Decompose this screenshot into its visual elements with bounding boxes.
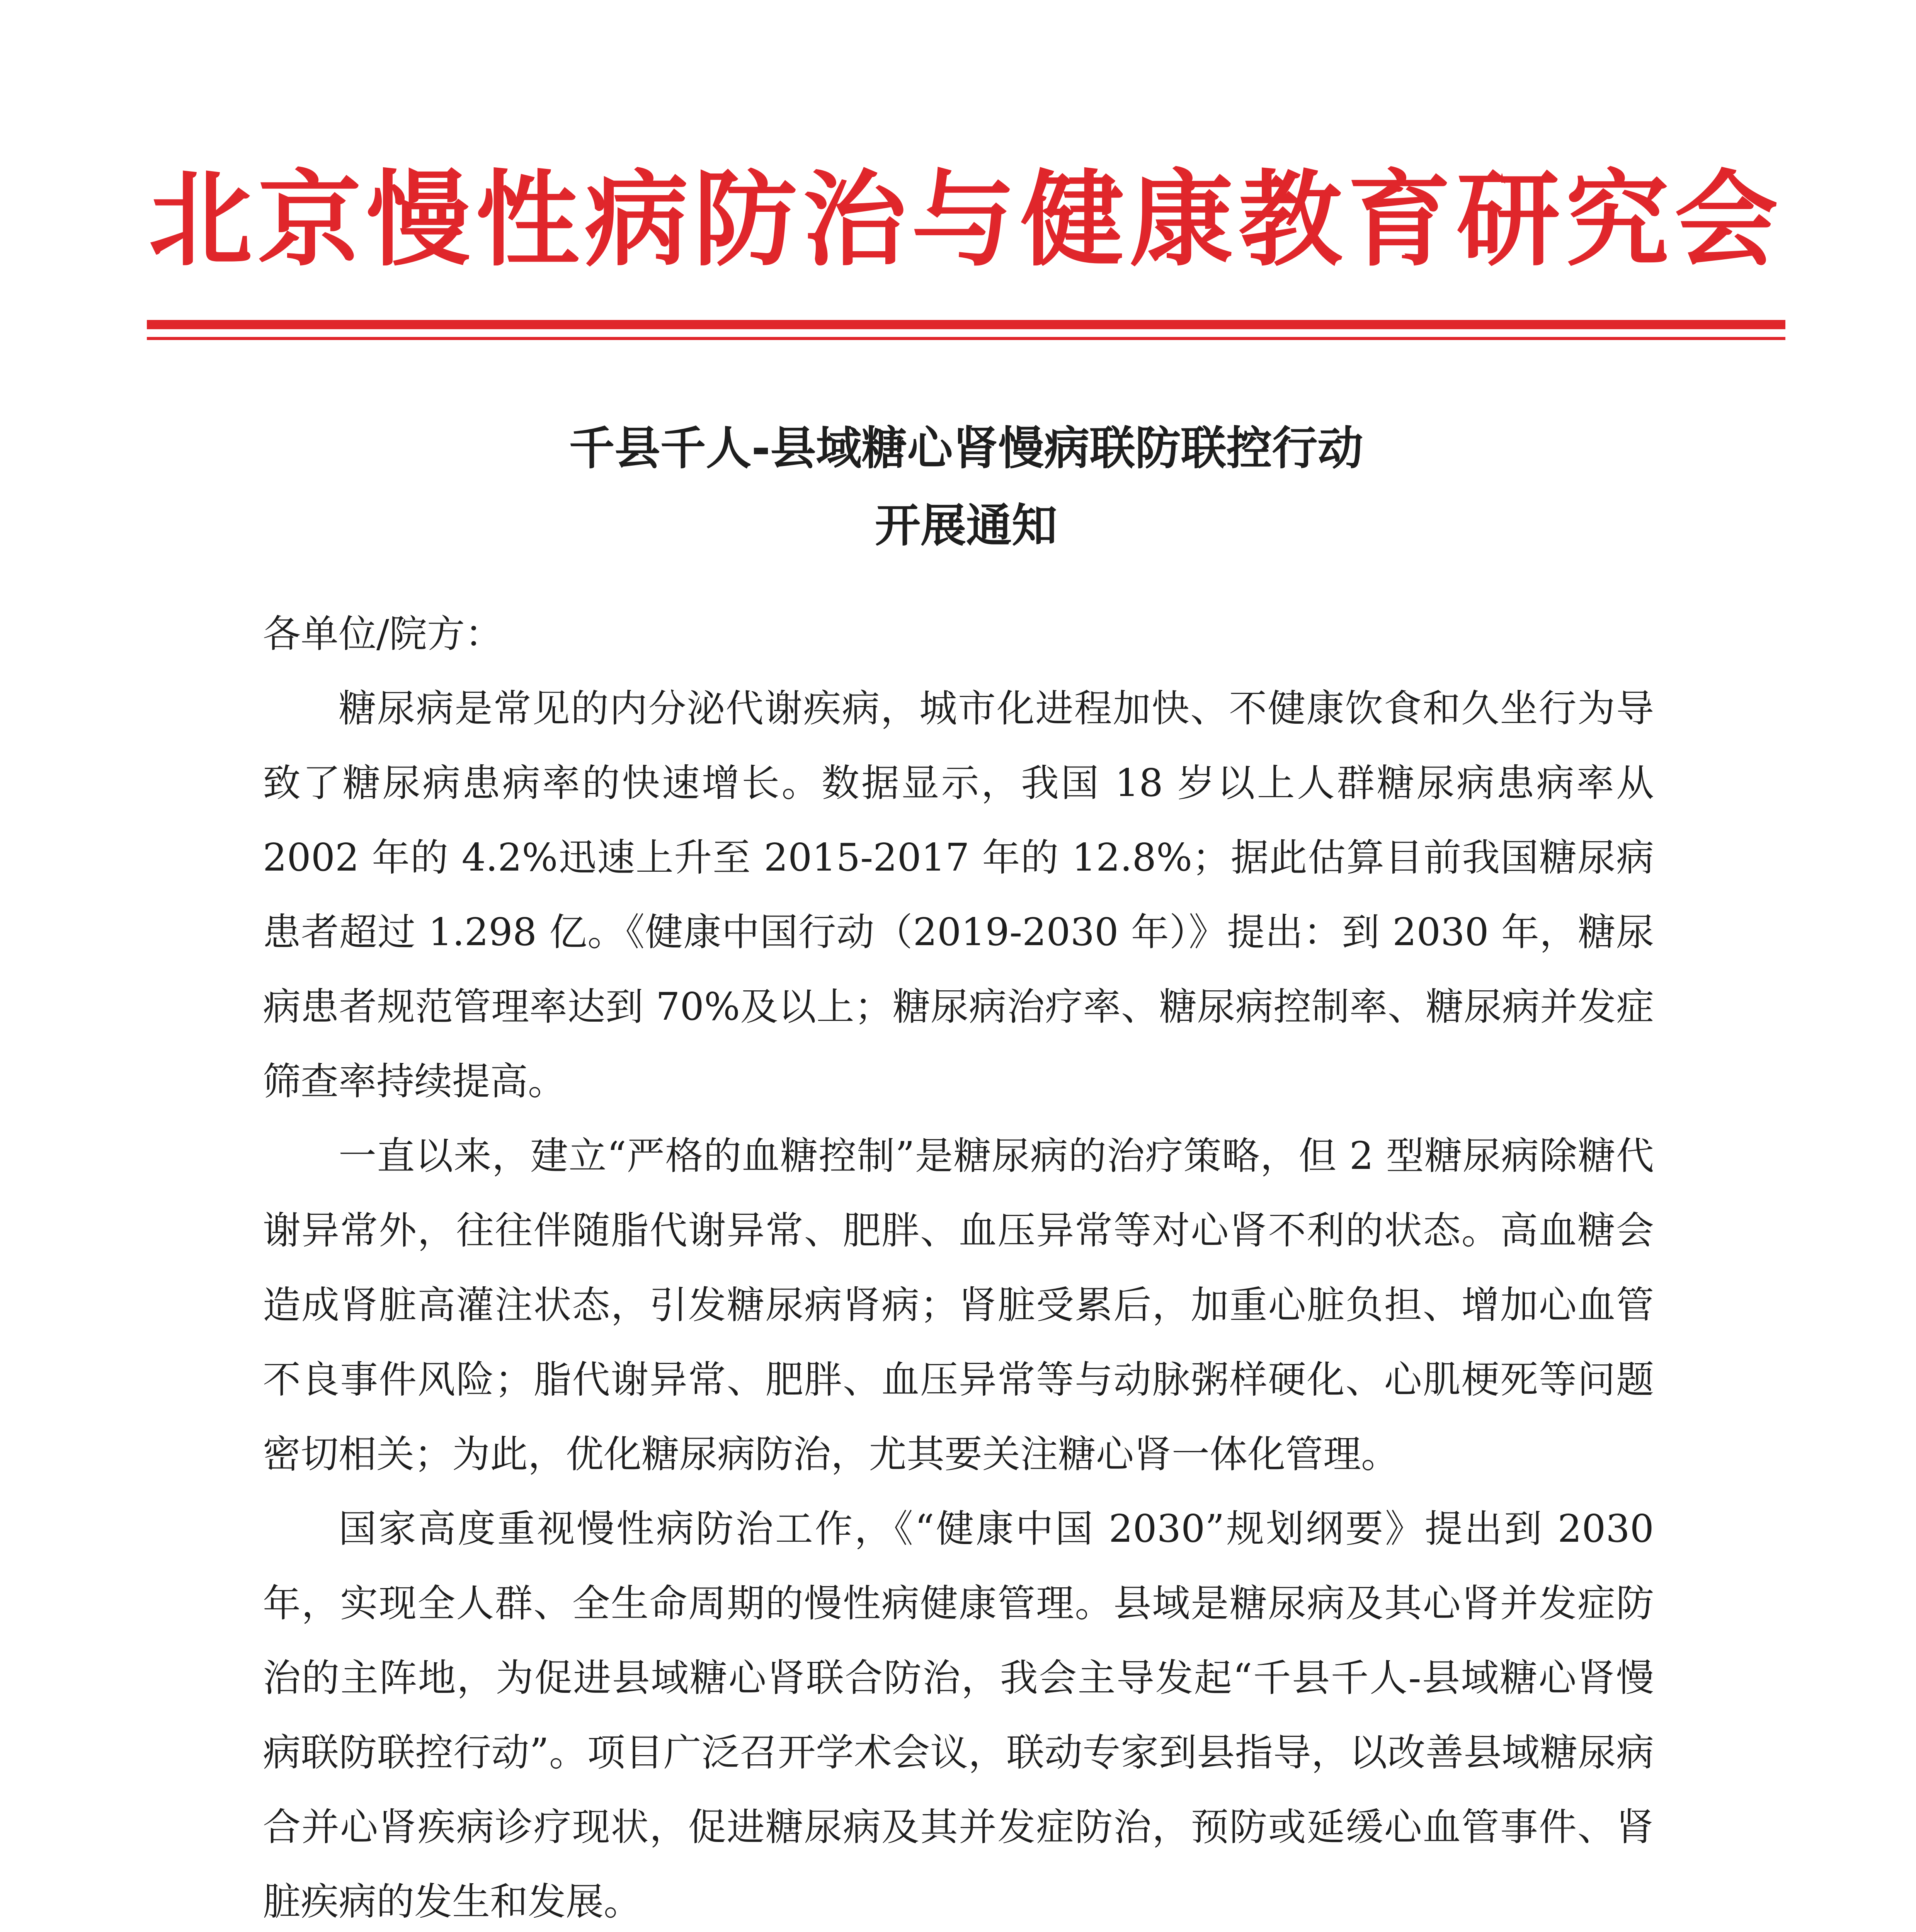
- document-title-line-1: 千县千人-县域糖心肾慢病联防联控行动: [569, 422, 1363, 475]
- letterhead-rule-thin: [147, 337, 1785, 340]
- document-title: [147, 410, 1785, 564]
- body-paragraph-2: 一直以来，建立“严格的血糖控制”是糖尿病的治疗策略，但 2 型糖尿病除糖代谢异常外，往往伴随脂代谢异常、肥胖、血压异常等对心肾不利的状态。高血糖会造成肾脏高灌注状态，引发糖尿病肾病；肾脏受累后，加重心脏负担、增加心血管不良事件风险；脂代谢异常、肥胖、血压异常等与动脉粥样硬化、心肌梗死等问题密切相关；为此，优化糖尿病防治，尤其要关注糖心肾一体化管理。: [263, 1134, 1654, 1476]
- salutation: 各单位/院方：: [263, 612, 503, 656]
- letterhead-org-name: 北京慢性病防治与健康教育研究会: [149, 160, 1783, 281]
- body-paragraph-3: 国家高度重视慢性病防治工作，《“健康中国 2030”规划纲要》提出到 2030 年，实现全人群、全生命周期的慢性病健康管理。县域是糖尿病及其心肾并发症防治的主阵地，为促进县域糖心肾联合防治，我会主导发起“千县千人-县域糖心肾慢病联防联控行动”。项目广泛召开学术会议，联动专家到县指导，以改善县域糖尿病合并心肾疾病诊疗现状，促进糖尿病及其并发症防治，预防或延缓心血管事件、肾脏疾病的发生和发展。: [263, 1507, 1654, 1924]
- document-body: [263, 597, 1654, 1932]
- document-title-line-2: 开展通知: [875, 499, 1057, 552]
- body-paragraph-1: 糖尿病是常见的内分泌代谢疾病，城市化进程加快、不健康饮食和久坐行为导致了糖尿病患病率的快速增长。数据显示，我国 18 岁以上人群糖尿病患病率从 2002 年的 4.2%迅速上升至 2015-2017 年的 12.8%；据此估算目前我国糖尿病患者超过 1.298 亿。《健康中国行动（2019-2030 年）》提出：到 2030 年，糖尿病患者规范管理率达到 70%及以上；糖尿病治疗率、糖尿病控制率、糖尿病并发症筛查率持续提高。: [263, 687, 1654, 1104]
- letterhead-rule-thick: [147, 320, 1785, 329]
